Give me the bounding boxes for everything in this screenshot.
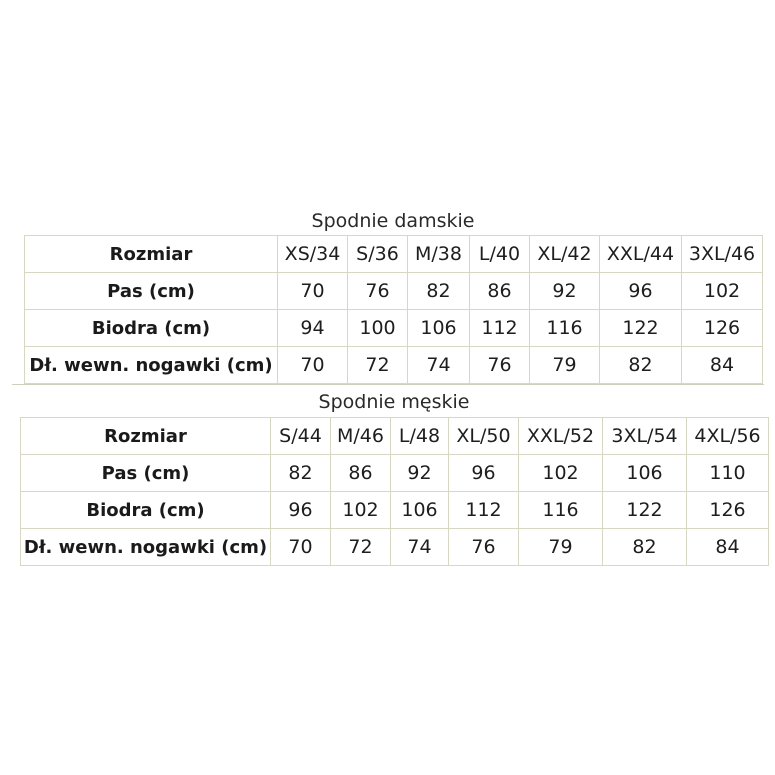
row-label: Dł. wewn. nogawki (cm) xyxy=(21,529,271,566)
size-header-cell: 4XL/56 xyxy=(687,418,769,455)
value-cell: 116 xyxy=(519,492,603,529)
value-cell: 102 xyxy=(682,273,763,310)
value-cell: 76 xyxy=(348,273,408,310)
value-cell: 72 xyxy=(348,347,408,384)
row-label: Pas (cm) xyxy=(21,455,271,492)
value-cell: 92 xyxy=(391,455,449,492)
value-cell: 84 xyxy=(687,529,769,566)
value-cell: 112 xyxy=(470,310,530,347)
value-cell: 122 xyxy=(603,492,687,529)
value-cell: 126 xyxy=(682,310,763,347)
value-cell: 70 xyxy=(278,347,348,384)
table-row xyxy=(21,455,769,492)
row-label: Biodra (cm) xyxy=(25,310,278,347)
value-cell: 79 xyxy=(519,529,603,566)
row-label: Biodra (cm) xyxy=(21,492,271,529)
size-header-cell: XXL/52 xyxy=(519,418,603,455)
women-size-table xyxy=(24,235,763,384)
table-row xyxy=(25,273,763,310)
header-label: Rozmiar xyxy=(21,418,271,455)
size-header-cell: XL/42 xyxy=(530,236,600,273)
table-row xyxy=(21,529,769,566)
value-cell: 74 xyxy=(408,347,470,384)
women-table-title: Spodnie damskie xyxy=(311,210,475,232)
value-cell: 102 xyxy=(331,492,391,529)
row-label: Pas (cm) xyxy=(25,273,278,310)
value-cell: 100 xyxy=(348,310,408,347)
value-cell: 116 xyxy=(530,310,600,347)
size-header-cell: 3XL/54 xyxy=(603,418,687,455)
size-header-cell: S/36 xyxy=(348,236,408,273)
table-row xyxy=(25,347,763,384)
value-cell: 70 xyxy=(278,273,348,310)
value-cell: 82 xyxy=(603,529,687,566)
table-row xyxy=(21,492,769,529)
value-cell: 84 xyxy=(682,347,763,384)
value-cell: 112 xyxy=(449,492,519,529)
value-cell: 86 xyxy=(470,273,530,310)
value-cell: 96 xyxy=(600,273,682,310)
value-cell: 74 xyxy=(391,529,449,566)
value-cell: 110 xyxy=(687,455,769,492)
value-cell: 122 xyxy=(600,310,682,347)
value-cell: 70 xyxy=(271,529,331,566)
men-size-table xyxy=(20,417,769,566)
table-header-row xyxy=(25,236,763,273)
size-header-cell: M/38 xyxy=(408,236,470,273)
table-header-row xyxy=(21,418,769,455)
size-header-cell: XL/50 xyxy=(449,418,519,455)
size-header-cell: XS/34 xyxy=(278,236,348,273)
section-divider xyxy=(12,384,764,385)
value-cell: 92 xyxy=(530,273,600,310)
header-label: Rozmiar xyxy=(25,236,278,273)
size-header-cell: L/40 xyxy=(470,236,530,273)
value-cell: 96 xyxy=(271,492,331,529)
value-cell: 79 xyxy=(530,347,600,384)
size-header-cell: 3XL/46 xyxy=(682,236,763,273)
value-cell: 82 xyxy=(408,273,470,310)
men-table-title: Spodnie męskie xyxy=(318,391,470,413)
value-cell: 106 xyxy=(391,492,449,529)
value-cell: 126 xyxy=(687,492,769,529)
size-header-cell: XXL/44 xyxy=(600,236,682,273)
value-cell: 94 xyxy=(278,310,348,347)
value-cell: 76 xyxy=(470,347,530,384)
value-cell: 72 xyxy=(331,529,391,566)
value-cell: 106 xyxy=(408,310,470,347)
table-row xyxy=(25,310,763,347)
value-cell: 86 xyxy=(331,455,391,492)
value-cell: 102 xyxy=(519,455,603,492)
value-cell: 76 xyxy=(449,529,519,566)
value-cell: 82 xyxy=(600,347,682,384)
row-label: Dł. wewn. nogawki (cm) xyxy=(25,347,278,384)
value-cell: 82 xyxy=(271,455,331,492)
size-header-cell: M/46 xyxy=(331,418,391,455)
size-header-cell: S/44 xyxy=(271,418,331,455)
value-cell: 106 xyxy=(603,455,687,492)
value-cell: 96 xyxy=(449,455,519,492)
size-header-cell: L/48 xyxy=(391,418,449,455)
